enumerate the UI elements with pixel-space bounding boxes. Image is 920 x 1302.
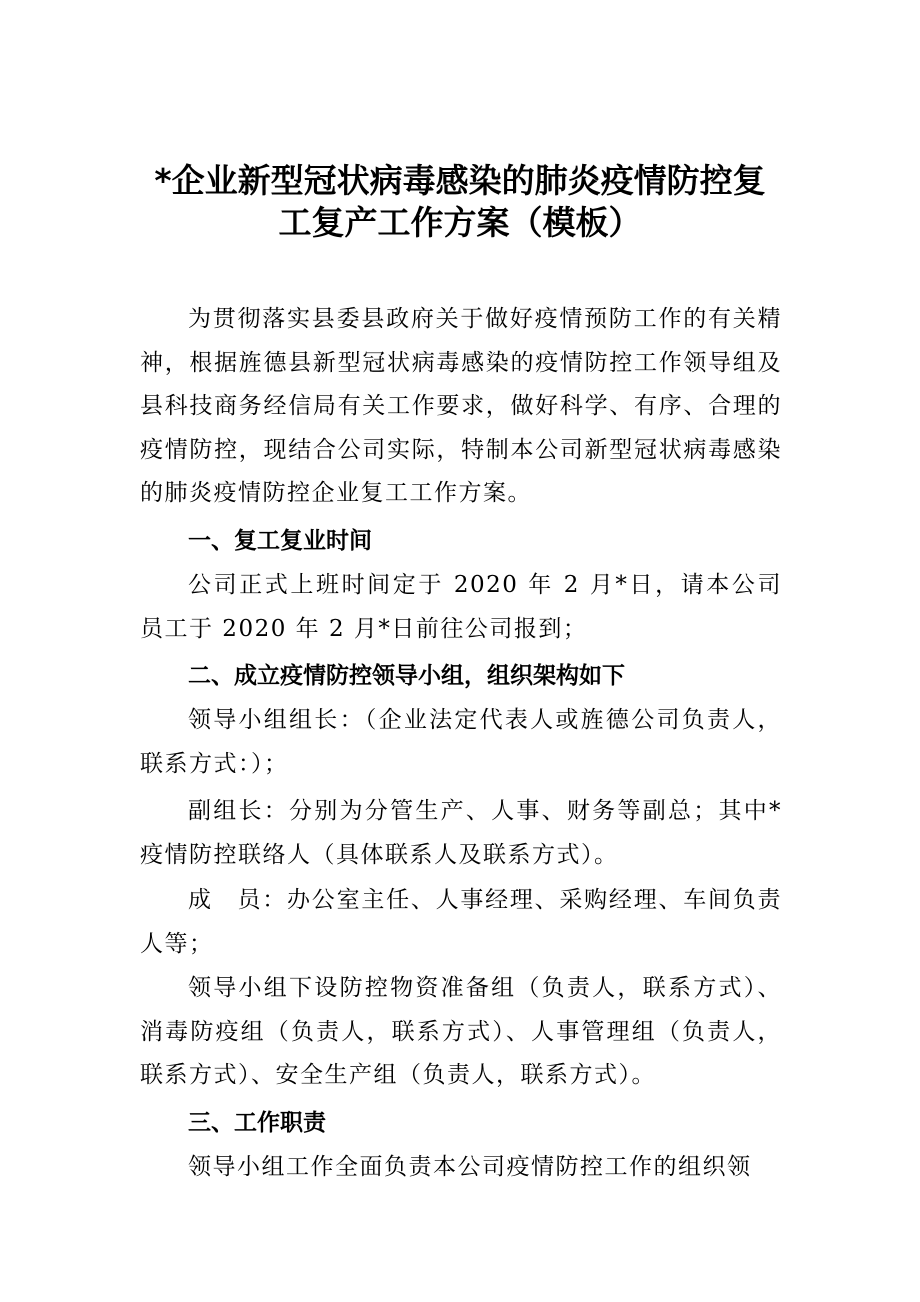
section-1-heading: 一、复工复业时间: [188, 528, 372, 554]
deputy-paragraph: 副组长：分别为分管生产、人事、财务等副总；其中*疫情防控联络人（具体联系人及联系方式）。: [140, 798, 782, 868]
section-3-heading: 三、工作职责: [188, 1110, 326, 1136]
document-title-line-1: *企业新型冠状病毒感染的肺炎疫情防控复: [154, 161, 766, 200]
members-paragraph: 成 员：办公室主任、人事经理、采购经理、车间负责人等；: [140, 887, 782, 957]
groups-paragraph: 领导小组下设防控物资准备组（负责人，联系方式）、消毒防疫组（负责人，联系方式）、人事管理组（负责人，联系方式）、安全生产组（负责人，联系方式）。: [140, 975, 782, 1089]
section-2-heading: 二、成立疫情防控领导小组，组织架构如下: [188, 663, 625, 689]
document-title-line-2: 工复产工作方案（模板）: [278, 203, 642, 242]
leader-paragraph: 领导小组组长：（企业法定代表人或旌德公司负责人，联系方式：）；: [140, 707, 782, 777]
intro-paragraph: 为贯彻落实县委县政府关于做好疫情预防工作的有关精神，根据旌德县新型冠状病毒感染的疫情防控工作领导组及县科技商务经信局有关工作要求，做好科学、有序、合理的疫情防控，现结合公司实际，特制本公司新型冠状病毒感染的肺炎疫情防控企业复工工作方案。: [140, 306, 782, 507]
section-3-paragraph: 领导小组工作全面负责本公司疫情防控工作的组织领: [188, 1154, 752, 1180]
section-1-paragraph: 公司正式上班时间定于 2020 年 2 月*日，请本公司员工于 2020 年 2 月*日前往公司报到；: [140, 572, 782, 642]
